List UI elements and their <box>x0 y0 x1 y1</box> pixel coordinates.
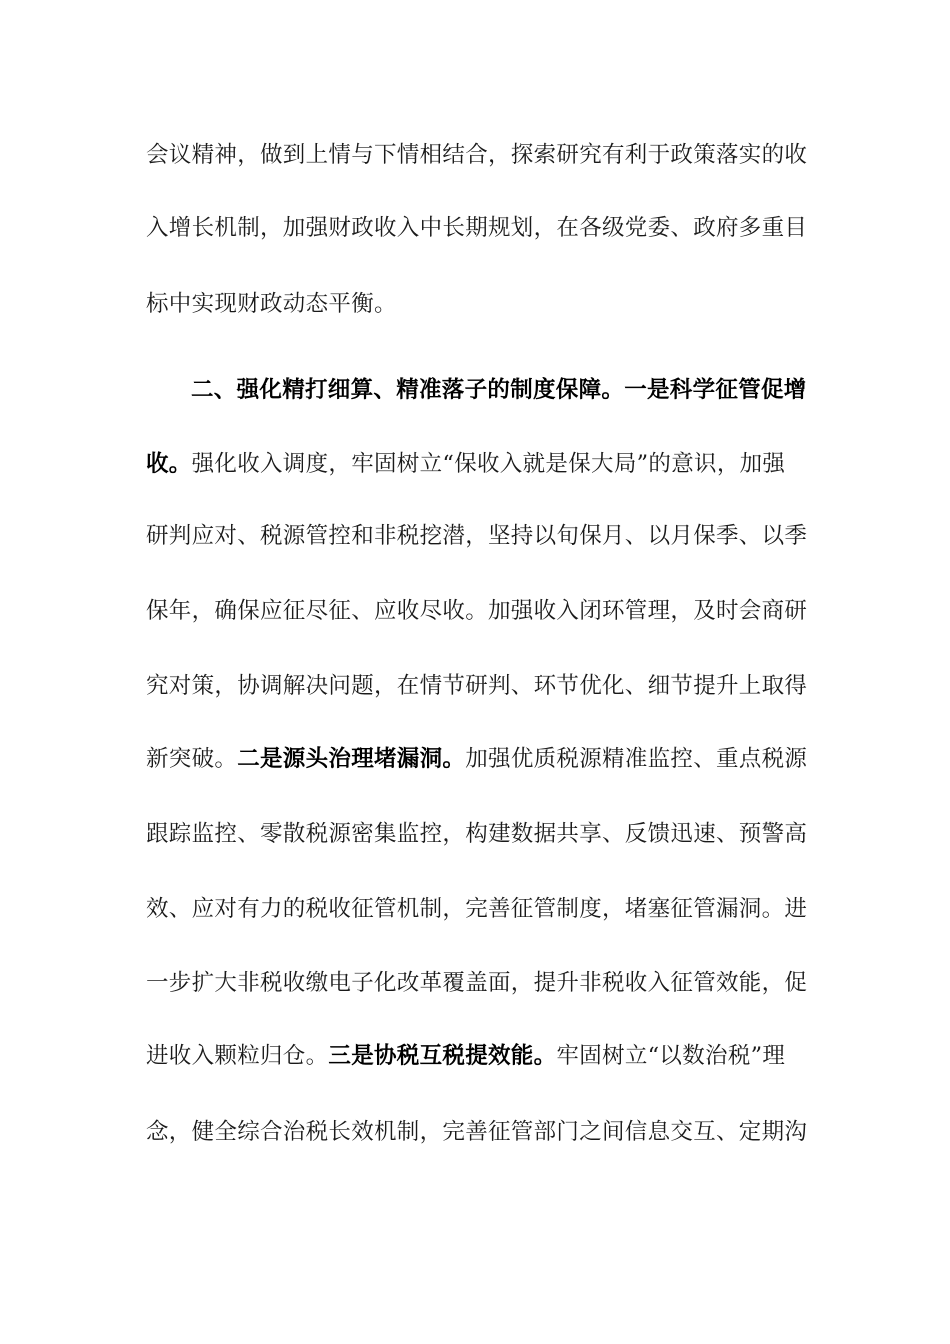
line-text: 保年，确保应征尽征、应收尽收。加强收入闭环管理，及时会商研 <box>146 598 808 624</box>
line-text: 牢固树立“以数治税”理 <box>556 1043 786 1069</box>
line-text: 效、应对有力的税收征管机制，完善征管制度，堵塞征管漏洞。进 <box>146 896 808 922</box>
line-text: 念，健全综合治税长效机制，完善征管部门之间信息交互、定期沟 <box>146 1119 808 1145</box>
line-text: 标中实现财政动态平衡。 <box>146 291 397 317</box>
line-text: 进收入颗粒归仓。 <box>146 1043 329 1069</box>
paragraph-line <box>146 289 397 319</box>
paragraph-line <box>146 894 807 924</box>
paragraph-line <box>146 819 807 849</box>
paragraph-line <box>146 521 807 551</box>
paragraph-line <box>146 140 807 170</box>
line-text: 究对策，协调解决问题，在情节研判、环节优化、细节提升上取得 <box>146 673 808 699</box>
line-text: 入增长机制，加强财政收入中长期规划，在各级党委、政府多重目 <box>146 215 808 241</box>
paragraph-line <box>146 744 807 774</box>
line-text: 跟踪监控、零散税源密集监控，构建数据共享、反馈迅速、预警高 <box>146 821 808 847</box>
bold-text: 二是源头治理堵漏洞。 <box>237 746 466 772</box>
paragraph-line <box>146 213 807 243</box>
paragraph-line <box>146 671 807 701</box>
line-text: 加强优质税源精准监控、重点税源 <box>465 746 808 772</box>
paragraph-line <box>146 1041 785 1071</box>
line-text: 会议精神，做到上情与下情相结合，探索研究有利于政策落实的收 <box>146 142 808 168</box>
line-text: 研判应对、税源管控和非税挖潜，坚持以旬保月、以月保季、以季 <box>146 523 808 549</box>
section-heading: 二、强化精打细算、精准落子的制度保障。一是科学征管促增 <box>191 377 807 403</box>
paragraph-line <box>146 1117 807 1147</box>
line-text: 一步扩大非税收缴电子化改革覆盖面，提升非税收入征管效能，促 <box>146 970 808 996</box>
paragraph-line <box>146 596 807 626</box>
paragraph-line <box>146 968 807 998</box>
paragraph-line <box>146 449 785 479</box>
bold-text: 三是协税互税提效能。 <box>328 1043 557 1069</box>
bold-text: 收。 <box>146 451 192 477</box>
line-text: 强化收入调度，牢固树立“保收入就是保大局”的意识，加强 <box>191 451 786 477</box>
section-heading-line <box>191 375 807 405</box>
line-text: 新突破。 <box>146 746 238 772</box>
